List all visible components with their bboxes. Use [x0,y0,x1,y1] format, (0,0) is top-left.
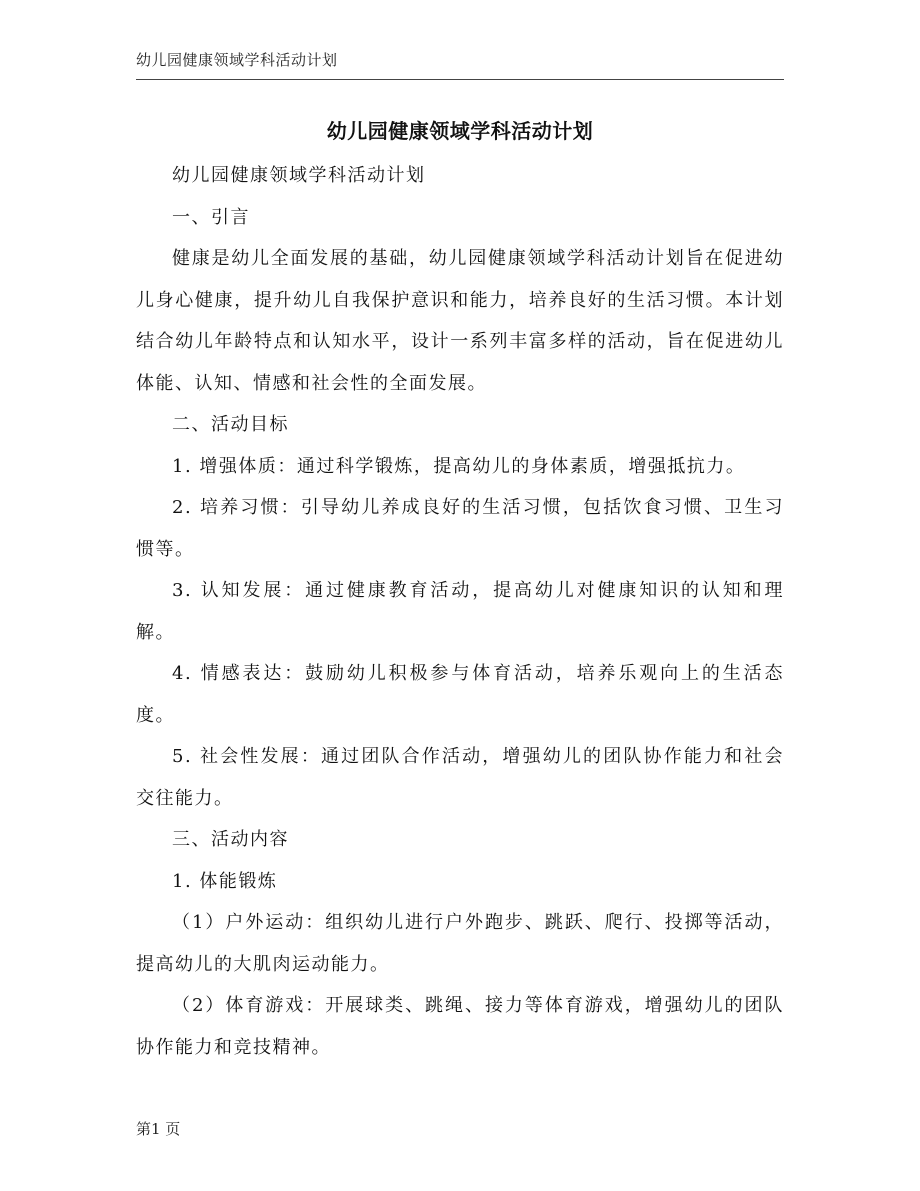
content-item-games: （2）体育游戏：开展球类、跳绳、接力等体育游戏，增强幼儿的团队协作能力和竞技精神。 [136,995,784,1058]
goal-item-1: 1. 增强体质：通过科学锻炼，提高幼儿的身体素质，增强抵抗力。 [172,455,746,477]
running-header: 幼儿园健康领域学科活动计划 [136,51,338,69]
paragraph-subtitle: 幼儿园健康领域学科活动计划 [172,165,426,186]
page-number: 第1 页 [136,1120,181,1138]
goal-item-2: 2. 培养习惯：引导幼儿养成良好的生活习惯，包括饮食习惯、卫生习惯等。 [136,497,784,560]
document-title: 幼儿园健康领域学科活动计划 [326,119,594,143]
content-subheading-physical: 1. 体能锻炼 [172,870,278,892]
goal-item-4: 4. 情感表达：鼓励幼儿积极参与体育活动，培养乐观向上的生活态度。 [136,663,784,726]
section-heading-goals: 二、活动目标 [172,414,289,435]
section-heading-content: 三、活动内容 [172,829,289,850]
content-item-outdoor: （1）户外运动：组织幼儿进行户外跑步、跳跃、爬行、投掷等活动，提高幼儿的大肌肉运动能力。 [136,912,784,975]
document-body [136,155,784,1068]
section-heading-introduction: 一、引言 [172,206,250,228]
paragraph-introduction: 健康是幼儿全面发展的基础，幼儿园健康领域学科活动计划旨在促进幼儿身心健康，提升幼儿自我保护意识和能力，培养良好的生活习惯。本计划结合幼儿年龄特点和认知水平，设计一系列丰富多样的活动，旨在促进幼儿体能、认知、情感和社会性的全面发展。 [136,248,784,394]
header-divider [136,79,784,80]
goal-item-3: 3. 认知发展：通过健康教育活动，提高幼儿对健康知识的认知和理解。 [136,580,784,643]
goal-item-5: 5. 社会性发展：通过团队合作活动，增强幼儿的团队协作能力和社会交往能力。 [136,746,784,809]
